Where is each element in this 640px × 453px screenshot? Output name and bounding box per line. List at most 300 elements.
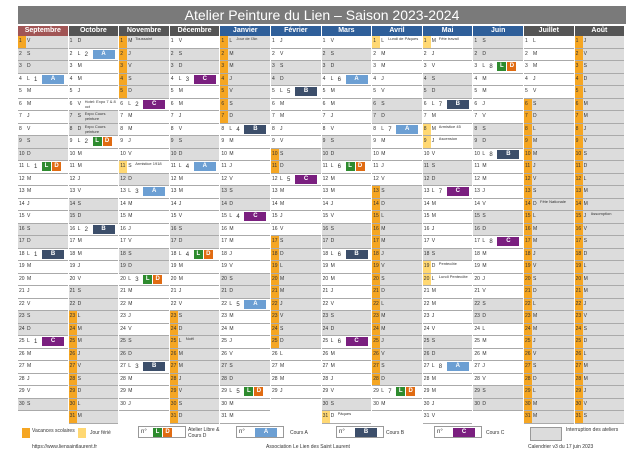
day-number: 26 bbox=[221, 350, 227, 357]
day-cell bbox=[372, 349, 422, 362]
day-number: 15 bbox=[120, 213, 126, 219]
day-number: 27 bbox=[372, 361, 380, 373]
day-number: 21 bbox=[271, 286, 279, 298]
day-cell bbox=[119, 124, 169, 137]
day-letter: S bbox=[482, 388, 486, 394]
day-cell bbox=[372, 386, 422, 399]
day-cell bbox=[372, 311, 422, 324]
day-number: 4 bbox=[575, 74, 583, 86]
day-number: 23 bbox=[322, 313, 329, 319]
day-letter: M bbox=[128, 125, 133, 132]
day-letter: D bbox=[533, 375, 537, 382]
month-dec bbox=[170, 26, 220, 420]
day-letter: S bbox=[128, 163, 132, 169]
day-number: 16 bbox=[474, 225, 480, 232]
day-cell bbox=[119, 361, 169, 374]
day-cell bbox=[271, 324, 321, 337]
day-letter: M bbox=[431, 300, 436, 307]
day-number: 9 bbox=[19, 138, 22, 144]
day-letter: S bbox=[128, 250, 132, 257]
day-number: 18 bbox=[19, 250, 25, 257]
cours-d-marker: D bbox=[204, 250, 213, 259]
day-cell bbox=[220, 161, 270, 174]
day-cell bbox=[271, 361, 321, 374]
day-number: 26 bbox=[524, 349, 532, 361]
day-number: 27 bbox=[221, 363, 227, 369]
day-letter: V bbox=[128, 150, 132, 157]
day-cell bbox=[69, 299, 119, 312]
day-letter: S bbox=[27, 138, 31, 144]
day-cell bbox=[372, 99, 422, 112]
version-label: Calendrier v3 du 17 juin 2023 bbox=[528, 444, 594, 450]
day-letter: D bbox=[431, 263, 436, 269]
day-number: 25 bbox=[271, 336, 279, 348]
day-letter: S bbox=[229, 363, 233, 369]
day-cell bbox=[473, 349, 523, 362]
day-letter: M bbox=[330, 363, 335, 369]
day-number: 1 bbox=[220, 36, 228, 48]
month-header: Juin bbox=[473, 26, 523, 36]
day-letter: J bbox=[381, 163, 384, 169]
day-letter: J bbox=[431, 50, 435, 57]
day-letter: L bbox=[128, 188, 131, 194]
day-number: 19 bbox=[120, 263, 126, 269]
day-cell bbox=[119, 311, 169, 324]
day-letter: L bbox=[533, 388, 536, 394]
day-cell bbox=[372, 161, 422, 174]
day-letter: L bbox=[178, 163, 182, 169]
day-cell bbox=[170, 374, 220, 387]
day-number: 5 bbox=[575, 86, 583, 98]
day-letter: V bbox=[280, 225, 284, 232]
day-number: 6 bbox=[524, 99, 532, 111]
day-letter: M bbox=[431, 375, 436, 382]
day-letter: M bbox=[229, 150, 234, 157]
day-number: 6 bbox=[170, 100, 174, 107]
day-number: 4 bbox=[19, 75, 22, 82]
day-number: 27 bbox=[322, 363, 329, 369]
day-cell bbox=[271, 224, 321, 237]
cours-c-marker: C bbox=[244, 212, 266, 221]
day-cell bbox=[69, 274, 119, 287]
day-note: Hotel: Expo 7 & 8 oct bbox=[84, 98, 116, 109]
day-letter: L bbox=[27, 75, 30, 82]
day-cell bbox=[271, 386, 321, 399]
cours-d-marker: D bbox=[52, 162, 61, 171]
day-letter: D bbox=[482, 225, 487, 232]
day-letter: J bbox=[533, 250, 536, 257]
day-letter: D bbox=[280, 75, 284, 82]
day-cell bbox=[119, 86, 169, 99]
day-cell bbox=[18, 124, 68, 137]
month-may bbox=[423, 26, 473, 420]
ferie-swatch bbox=[78, 428, 86, 438]
day-letter: M bbox=[27, 263, 32, 269]
day-number: 26 bbox=[272, 350, 278, 357]
day-cell bbox=[473, 374, 523, 387]
day-number: 3 bbox=[423, 63, 427, 69]
day-cell bbox=[473, 336, 523, 349]
day-cell bbox=[18, 299, 68, 312]
day-cell bbox=[220, 211, 270, 224]
session-number: 7 bbox=[438, 101, 443, 108]
day-cell bbox=[119, 399, 169, 412]
day-cell bbox=[170, 299, 220, 312]
cours-d-marker: D bbox=[507, 62, 516, 71]
day-letter: V bbox=[128, 63, 132, 69]
day-cell bbox=[271, 174, 321, 187]
day-number: 24 bbox=[474, 325, 480, 332]
day-number: 23 bbox=[69, 311, 77, 323]
day-number: 26 bbox=[575, 349, 583, 361]
day-cell bbox=[170, 199, 220, 212]
month-header: Janvier bbox=[220, 26, 270, 36]
day-cell bbox=[575, 224, 625, 237]
day-number: 17 bbox=[120, 238, 126, 244]
day-number: 15 bbox=[474, 213, 480, 219]
day-number: 8 bbox=[373, 125, 376, 132]
day-cell bbox=[220, 324, 270, 337]
day-letter: S bbox=[533, 188, 537, 194]
association-name: Association Le Lien des Saint Laurent bbox=[266, 444, 350, 450]
day-number: 27 bbox=[423, 363, 430, 369]
day-cell bbox=[69, 399, 119, 412]
day-letter: M bbox=[330, 350, 335, 357]
day-letter: S bbox=[330, 400, 334, 407]
cours-a-marker: A bbox=[346, 75, 368, 84]
session-number: 6 bbox=[337, 164, 341, 170]
day-number: 23 bbox=[524, 311, 532, 323]
day-cell bbox=[18, 211, 68, 224]
day-number: 27 bbox=[19, 363, 25, 369]
day-cell bbox=[18, 74, 68, 87]
website[interactable]: https://www.liensaintlaurent.fr bbox=[32, 444, 98, 450]
day-cell bbox=[18, 111, 68, 124]
day-number: 13 bbox=[69, 188, 76, 194]
day-number: 10 bbox=[120, 150, 126, 157]
day-letter: M bbox=[533, 150, 538, 157]
cours-a-marker: A bbox=[255, 428, 277, 437]
day-cell bbox=[220, 149, 270, 162]
day-letter: M bbox=[128, 38, 133, 44]
legend-cours-b: Cours B bbox=[386, 430, 405, 436]
day-letter: M bbox=[533, 63, 538, 69]
day-cell bbox=[220, 249, 270, 262]
day-number: 6 bbox=[423, 100, 427, 107]
day-letter: M bbox=[583, 275, 588, 282]
day-number: 13 bbox=[120, 188, 126, 194]
session-number: 8 bbox=[489, 64, 493, 70]
month-jun bbox=[473, 26, 523, 420]
day-letter: D bbox=[381, 288, 385, 294]
cours-d-marker: D bbox=[103, 137, 112, 146]
day-number: 23 bbox=[170, 311, 178, 323]
day-letter: D bbox=[583, 75, 588, 82]
day-number: 19 bbox=[69, 263, 76, 269]
day-cell bbox=[220, 61, 270, 74]
day-number: 9 bbox=[524, 136, 532, 148]
day-number: 5 bbox=[474, 88, 478, 94]
day-cell bbox=[575, 161, 625, 174]
day-number: 15 bbox=[272, 213, 278, 219]
legend-libre: Atelier Libre & Cours D bbox=[188, 427, 220, 439]
day-letter: S bbox=[330, 50, 334, 57]
day-letter: J bbox=[128, 313, 131, 319]
day-number: 14 bbox=[474, 200, 480, 207]
day-number: 24 bbox=[69, 324, 77, 336]
day-cell bbox=[372, 261, 422, 274]
day-number: 8 bbox=[221, 125, 225, 132]
day-number: 8 bbox=[120, 125, 123, 132]
day-letter: M bbox=[583, 200, 588, 207]
day-number: 20 bbox=[372, 274, 380, 286]
day-number: 31 bbox=[524, 411, 532, 423]
day-cell bbox=[220, 99, 270, 112]
interruption-swatch bbox=[530, 427, 562, 441]
day-letter: S bbox=[381, 100, 385, 107]
month-header: Septembre bbox=[18, 26, 68, 36]
day-letter: J bbox=[330, 200, 334, 207]
session-number: 1 bbox=[34, 339, 38, 345]
day-number: 4 bbox=[170, 75, 174, 82]
day-cell bbox=[69, 186, 119, 199]
day-letter: S bbox=[229, 275, 233, 282]
day-number: 23 bbox=[423, 313, 430, 319]
day-number: 15 bbox=[69, 213, 76, 219]
day-letter: L bbox=[381, 213, 384, 219]
day-letter: V bbox=[431, 238, 436, 244]
day-letter: D bbox=[583, 163, 588, 169]
day-number: 28 bbox=[272, 375, 278, 382]
day-letter: M bbox=[280, 375, 285, 382]
day-letter: M bbox=[178, 188, 183, 194]
cours-c-marker: C bbox=[143, 100, 165, 109]
day-cell bbox=[18, 311, 68, 324]
day-cell bbox=[119, 74, 169, 87]
day-cell bbox=[372, 61, 422, 74]
day-letter: J bbox=[178, 200, 182, 207]
day-number: 9 bbox=[474, 138, 478, 144]
day-letter: V bbox=[330, 38, 334, 44]
day-cell bbox=[372, 236, 422, 249]
day-cell bbox=[119, 136, 169, 149]
day-letter: M bbox=[77, 338, 82, 344]
day-letter: M bbox=[431, 388, 436, 394]
day-number: 12 bbox=[373, 175, 379, 182]
day-letter: M bbox=[482, 338, 487, 344]
day-cell bbox=[119, 236, 169, 249]
day-cell bbox=[372, 49, 422, 62]
day-number: 23 bbox=[474, 313, 480, 319]
day-note: Expo Cours peinture bbox=[84, 123, 106, 134]
day-cell bbox=[170, 311, 220, 324]
session-number: 4 bbox=[236, 214, 240, 220]
day-letter: D bbox=[77, 213, 82, 219]
day-letter: S bbox=[381, 275, 385, 282]
day-number: 22 bbox=[271, 299, 279, 311]
day-number: 3 bbox=[525, 63, 528, 69]
day-letter: M bbox=[381, 238, 386, 244]
day-cell bbox=[170, 49, 220, 62]
day-cell bbox=[69, 236, 119, 249]
day-letter: L bbox=[178, 75, 182, 82]
day-note: Noël bbox=[185, 336, 195, 341]
day-cell bbox=[271, 49, 321, 62]
day-note: Ascension bbox=[438, 136, 458, 141]
day-cell bbox=[423, 274, 473, 287]
day-cell bbox=[170, 349, 220, 362]
day-letter: L bbox=[330, 250, 334, 257]
cours-b-marker: B bbox=[447, 100, 469, 109]
day-cell bbox=[69, 61, 119, 74]
day-cell bbox=[220, 174, 270, 187]
day-letter: D bbox=[27, 238, 31, 244]
day-letter: D bbox=[280, 338, 284, 344]
day-cell bbox=[473, 111, 523, 124]
calendar-grid bbox=[18, 26, 626, 420]
day-cell bbox=[170, 324, 220, 337]
day-letter: D bbox=[583, 250, 588, 257]
day-letter: M bbox=[280, 113, 285, 119]
day-number: 16 bbox=[524, 224, 532, 236]
day-letter: M bbox=[533, 400, 538, 407]
day-cell bbox=[575, 211, 625, 224]
day-letter: M bbox=[128, 388, 133, 394]
day-number: 3 bbox=[474, 63, 478, 69]
day-number: 5 bbox=[525, 88, 528, 94]
day-number: 14 bbox=[69, 200, 76, 207]
day-cell bbox=[220, 111, 270, 124]
day-letter: L bbox=[482, 150, 486, 157]
day-letter: J bbox=[128, 400, 131, 407]
day-letter: D bbox=[229, 113, 234, 119]
day-letter: L bbox=[431, 275, 435, 282]
day-letter: J bbox=[77, 88, 81, 94]
day-number: 26 bbox=[423, 350, 430, 357]
day-cell bbox=[423, 336, 473, 349]
day-cell bbox=[271, 311, 321, 324]
day-cell bbox=[271, 186, 321, 199]
session-number: 3 bbox=[135, 189, 139, 195]
day-letter: M bbox=[280, 188, 285, 194]
day-cell bbox=[575, 249, 625, 262]
day-number: 31 bbox=[423, 413, 430, 419]
day-number: 7 bbox=[170, 113, 174, 119]
day-letter: S bbox=[533, 275, 537, 282]
day-cell bbox=[372, 399, 422, 412]
day-number: 16 bbox=[575, 224, 583, 236]
session-number: 8 bbox=[438, 364, 443, 370]
day-number: 21 bbox=[221, 288, 227, 294]
day-letter: M bbox=[77, 150, 82, 157]
day-number: 1 bbox=[119, 36, 127, 48]
day-cell bbox=[271, 349, 321, 362]
day-number: 7 bbox=[322, 113, 326, 119]
day-letter: S bbox=[330, 313, 334, 319]
day-number: 17 bbox=[575, 236, 583, 248]
day-letter: S bbox=[77, 375, 81, 382]
day-letter: V bbox=[533, 175, 537, 182]
day-letter: L bbox=[27, 250, 30, 257]
day-cell bbox=[524, 224, 574, 237]
day-cell bbox=[18, 249, 68, 262]
day-letter: D bbox=[533, 288, 537, 294]
day-cell bbox=[423, 161, 473, 174]
day-cell bbox=[524, 149, 574, 162]
day-number: 25 bbox=[19, 338, 25, 344]
day-letter: D bbox=[330, 238, 335, 244]
day-cell bbox=[69, 124, 119, 137]
day-number: 9 bbox=[221, 138, 225, 144]
day-number: 29 bbox=[322, 388, 329, 394]
day-letter: J bbox=[27, 375, 30, 382]
day-cell bbox=[271, 161, 321, 174]
day-number: 21 bbox=[120, 288, 126, 294]
day-number: 29 bbox=[575, 386, 583, 398]
day-cell bbox=[423, 49, 473, 62]
day-cell bbox=[473, 61, 523, 74]
day-number: 7 bbox=[474, 113, 478, 119]
day-cell bbox=[220, 374, 270, 387]
day-number: 19 bbox=[271, 261, 279, 273]
day-letter: V bbox=[330, 388, 334, 394]
day-cell bbox=[423, 399, 473, 412]
day-letter: M bbox=[77, 250, 82, 257]
session-number: 1 bbox=[34, 164, 38, 170]
day-number: 18 bbox=[474, 250, 480, 257]
day-number: 19 bbox=[170, 263, 177, 269]
month-feb bbox=[271, 26, 321, 420]
day-letter: J bbox=[280, 125, 283, 132]
day-letter: V bbox=[27, 125, 31, 132]
day-letter: L bbox=[229, 38, 233, 44]
day-number: 13 bbox=[423, 188, 430, 194]
day-cell bbox=[372, 36, 422, 49]
day-cell bbox=[119, 349, 169, 362]
day-cell bbox=[69, 311, 119, 324]
day-cell bbox=[473, 211, 523, 224]
day-cell bbox=[575, 186, 625, 199]
day-number: 3 bbox=[322, 63, 326, 69]
day-number: 5 bbox=[220, 86, 228, 98]
day-cell bbox=[524, 286, 574, 299]
day-number: 15 bbox=[170, 213, 177, 219]
day-letter: J bbox=[128, 50, 131, 57]
day-number: 30 bbox=[120, 400, 126, 407]
day-number: 8 bbox=[423, 124, 431, 136]
day-number: 13 bbox=[272, 188, 278, 194]
day-number: 13 bbox=[524, 186, 532, 198]
day-number: 29 bbox=[272, 388, 278, 394]
day-cell bbox=[473, 274, 523, 287]
day-letter: J bbox=[229, 338, 232, 344]
cours-c-marker: C bbox=[497, 237, 519, 246]
day-letter: S bbox=[482, 213, 486, 219]
day-letter: D bbox=[178, 325, 183, 332]
day-cell bbox=[322, 99, 372, 112]
day-number: 21 bbox=[19, 288, 25, 294]
day-cell bbox=[372, 211, 422, 224]
day-number: 13 bbox=[221, 188, 227, 194]
month-header: Novembre bbox=[119, 26, 169, 36]
day-number: 10 bbox=[69, 150, 76, 157]
day-letter: D bbox=[229, 375, 234, 382]
day-letter: S bbox=[381, 188, 385, 194]
legend-n-label: n° bbox=[437, 429, 443, 435]
day-number: 25 bbox=[322, 338, 329, 344]
day-letter: L bbox=[533, 300, 536, 307]
day-cell bbox=[170, 261, 220, 274]
